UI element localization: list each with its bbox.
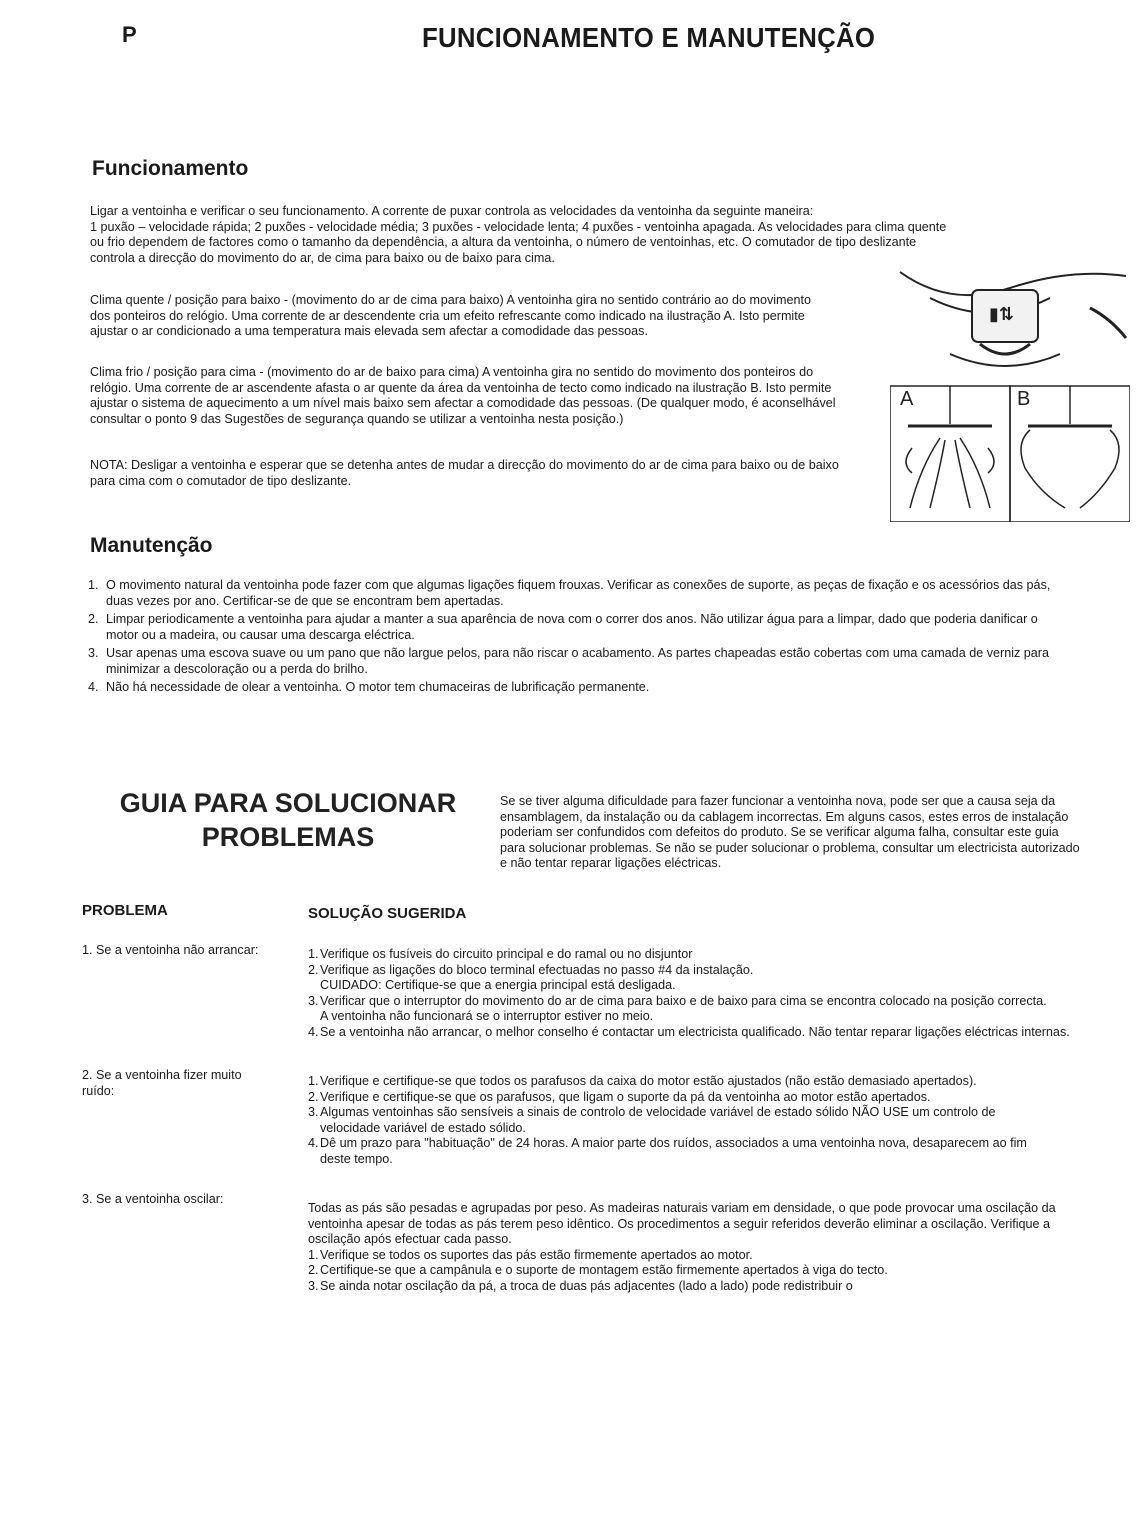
solution-text: Verifique se todos os suportes das pás estão firmemente apertados ao motor. — [320, 1247, 753, 1262]
list-number: 3. — [308, 1105, 319, 1119]
list-number: 3. — [88, 646, 99, 660]
solution-text: Verifique e certifique-se que os parafusos, que ligam o suporte da pá da ventoinha ao motor estão apertados. — [320, 1089, 931, 1104]
list-number: 1. — [308, 947, 319, 961]
list-number: 2. — [308, 1263, 319, 1277]
fan-motor-picture — [890, 268, 1130, 366]
solution-item — [308, 1105, 1120, 1121]
text-line: Usar apenas uma escova suave ou um pano que não largue pelos, para não riscar o acabamento. As partes chapeadas estão cobertas com uma camada de verniz para — [106, 646, 1049, 660]
list-item — [88, 680, 1050, 696]
column-header-problem: PROBLEMA — [82, 902, 168, 919]
list-item — [88, 612, 1050, 643]
problem-2-solutions — [308, 1074, 1120, 1167]
text-line: Não há necessidade de olear a ventoinha. O motor tem chumaceiras de lubrificação permanente. — [106, 680, 650, 694]
solution-item — [308, 1248, 1120, 1264]
text-line: O movimento natural da ventoinha pode fazer com que algumas ligações fiquem frouxas. Verificar as conexões de suporte, as peças de fixação e os acessórios das pás, — [106, 578, 1051, 592]
solution-item — [308, 963, 1120, 979]
text-line: Se se tiver alguma dificuldade para fazer funcionar a ventoinha nova, pode ser que a causa seja da — [500, 794, 1056, 808]
problem-3-solutions — [308, 1201, 1120, 1294]
panel-a-label: A — [900, 388, 914, 410]
list-item — [88, 578, 1050, 609]
list-number: 4. — [308, 1024, 319, 1039]
list-number: 2. — [308, 962, 319, 977]
text-line: e não tentar reparar ligações eléctricas. — [500, 856, 722, 870]
problem-1-label: 1. Se a ventoinha não arrancar: — [82, 943, 259, 957]
solution-text: Verifique as ligações do bloco terminal efectuadas no passo #4 da instalação. — [320, 962, 754, 977]
page-title: FUNCIONAMENTO E MANUTENÇÃO — [422, 22, 876, 53]
text-line: oscilação após efectuar cada passo. — [308, 1232, 512, 1246]
solution-text: A ventoinha não funcionará se o interruptor estiver no meio. — [320, 1009, 654, 1023]
column-header-solution: SOLUÇÃO SUGERIDA — [308, 905, 467, 922]
text-line: relógio. Uma corrente de ar ascendente afasta o ar quente da área da ventoinha de tecto como indicado na ilustração B. Isto permite — [90, 380, 832, 395]
title-line: GUIA PARA SOLUCIONAR — [119, 788, 457, 818]
solution-text: Certifique-se que a campânula e o suporte de montagem estão firmemente apertados à viga do tecto. — [320, 1263, 888, 1277]
troubleshooting-title — [118, 786, 458, 854]
problem-2-label — [82, 1068, 282, 1099]
text-line: ajustar o sistema de aquecimento a um nível mais baixo sem afectar a comodidade das pessoas. (De qualquer modo, é aconselhável — [90, 396, 836, 410]
solution-text: Algumas ventoinhas são sensíveis a sinais de controlo de velocidade variável de estado sólido NÃO USE um controlo de — [320, 1105, 996, 1119]
list-number: 1. — [308, 1074, 319, 1088]
text-line: Limpar periodicamente a ventoinha para ajudar a manter a sua aparência de nova com o correr dos anos. Não utilizar água para a limpar, dado que poderia danificar o — [106, 612, 1038, 626]
fan-diagram-svg — [890, 268, 1130, 522]
solution-item — [308, 1090, 1120, 1106]
text-line: para solucionar problemas. Se não se puder solucionar o problema, consultar um electricista autorizado — [500, 840, 1080, 855]
list-number: 4. — [308, 1136, 319, 1150]
solution-text: Dê um prazo para "habituação" de 24 horas. A maior parte dos ruídos, associados a uma ventoinha nova, desaparecem ao fim — [320, 1136, 1027, 1150]
text-line: controla a direcção do movimento do ar, de cima para baixo ou de baixo para cima. — [90, 250, 555, 265]
solution-item — [308, 1279, 1120, 1295]
text-line: Todas as pás são pesadas e agrupadas por peso. As madeiras naturais variam em densidade, o que pode provocar uma oscilação da — [308, 1201, 1056, 1215]
solution-text: Verifique e certifique-se que todos os parafusos da caixa do motor estão ajustados (não estão demasiado apertados). — [320, 1074, 977, 1088]
text-line: 1 puxão – velocidade rápida; 2 puxões - velocidade média; 3 puxões - velocidade lenta; 4 puxões - ventoinha apagada. As velocidades para clima quente — [90, 219, 947, 234]
solution-item — [308, 1263, 1120, 1279]
list-number: 1. — [88, 578, 99, 592]
solution-text: Verificar que o interruptor do movimento do ar de cima para baixo e de baixo para cima se encontra colocado na posição correcta. — [320, 993, 1047, 1008]
list-item — [88, 646, 1050, 677]
list-number: 1. — [308, 1247, 319, 1262]
text-line: ajustar o ar condicionado a uma temperatura mais elevada sem afectar a comodidade das pessoas. — [90, 324, 648, 338]
solution-item — [308, 1009, 1120, 1025]
text-line: consultar o ponto 9 das Sugestões de segurança quando se utilizar a ventoinha nesta posição.) — [90, 411, 624, 426]
svg-text:▮⇅: ▮⇅ — [989, 304, 1014, 325]
text-line: motor ou a madeira, ou causar uma descarga eléctrica. — [106, 627, 415, 642]
solution-item — [308, 994, 1120, 1010]
text-line: ruído: — [82, 1083, 115, 1098]
text-line: Ligar a ventoinha e verificar o seu funcionamento. A corrente de puxar controla as velocidades da ventoinha da seguinte maneira: — [90, 204, 814, 218]
text-line: minimizar a descoloração ou a perda do brilho. — [106, 661, 368, 676]
solution-text: CUIDADO: Certifique-se que a energia principal está desligada. — [320, 978, 676, 992]
list-number: 4. — [88, 680, 99, 694]
list-number: 2. — [308, 1089, 319, 1104]
text-line: ventoinha apesar de todas as pás terem peso idêntico. Os procedimentos a seguir referidos deverão eliminar a oscilação. Verifique a — [308, 1216, 1051, 1231]
title-line: PROBLEMAS — [201, 822, 375, 852]
solution-item — [308, 1074, 1120, 1090]
solution-item — [308, 1121, 1120, 1137]
panel-b-label: B — [1017, 388, 1031, 410]
text-line: Clima frio / posição para cima - (movimento do ar de baixo para cima) A ventoinha gira no sentido do movimento dos ponteiros do — [90, 365, 814, 379]
list-number: 3. — [308, 993, 319, 1008]
solution-text: Verifique os fusíveis do circuito principal e do ramal ou no disjuntor — [320, 947, 693, 961]
solution-text: Se a ventoinha não arrancar, o melhor conselho é contactar um electricista qualificado. Não tentar reparar ligações eléctricas internas. — [320, 1024, 1070, 1039]
text-line: 2. Se a ventoinha fizer muito — [82, 1068, 242, 1082]
solution-item — [308, 1025, 1120, 1041]
text-line: dos ponteiros do relógio. Uma corrente de ar descendente cria um efeito refrescante como indicado na ilustração A. Isto permite — [90, 308, 805, 323]
list-number: 3. — [308, 1278, 319, 1293]
nota-paragraph — [90, 458, 839, 489]
page-letter: P — [122, 22, 137, 47]
funcionamento-paragraph-3 — [90, 365, 836, 427]
text-line: ou frio dependem de factores como o tamanho da dependência, a altura da ventoinha, o número de ventoinhas, etc. O comutador de tipo deslizante — [90, 235, 917, 249]
text-line: para cima com o comutador de tipo deslizante. — [90, 473, 352, 488]
text-line: NOTA: Desligar a ventoinha e esperar que se detenha antes de mudar a direcção do movimento do ar de cima para baixo ou de baixo — [90, 458, 839, 472]
fan-airflow-illustration — [890, 268, 1130, 522]
funcionamento-paragraph-1 — [90, 204, 946, 266]
text-line: poderiam ser confundidos com defeitos do produto. Se se verificar alguma falha, consultar este guia — [500, 825, 1059, 839]
list-number: 2. — [88, 612, 99, 626]
manutencao-list — [88, 578, 1050, 699]
funcionamento-paragraph-2 — [90, 293, 811, 340]
solution-item — [308, 1136, 1120, 1152]
solution-text: velocidade variável de estado sólido. — [320, 1120, 526, 1135]
solution-text: deste tempo. — [320, 1151, 393, 1166]
section-heading-funcionamento: Funcionamento — [92, 157, 249, 180]
problem-1-solutions — [308, 947, 1120, 1040]
solution-item — [308, 1152, 1120, 1168]
section-heading-manutencao: Manutenção — [90, 534, 213, 557]
text-line: ensamblagem, da instalação ou da cablagem incorrectas. Em alguns casos, estes erros de instalação — [500, 809, 1069, 824]
troubleshooting-intro — [500, 794, 1130, 872]
problem-3-label: 3. Se a ventoinha oscilar: — [82, 1192, 224, 1206]
solution-text: Se ainda notar oscilação da pá, a troca de duas pás adjacentes (lado a lado) pode redistribuir o — [320, 1278, 853, 1293]
solution-item — [308, 947, 1120, 963]
text-line: duas vezes por ano. Certificar-se de que se encontram bem apertadas. — [106, 593, 504, 608]
solution-item — [308, 978, 1120, 994]
text-line: Clima quente / posição para baixo - (movimento do ar de cima para baixo) A ventoinha gira no sentido contrário ao do movimento — [90, 293, 812, 307]
